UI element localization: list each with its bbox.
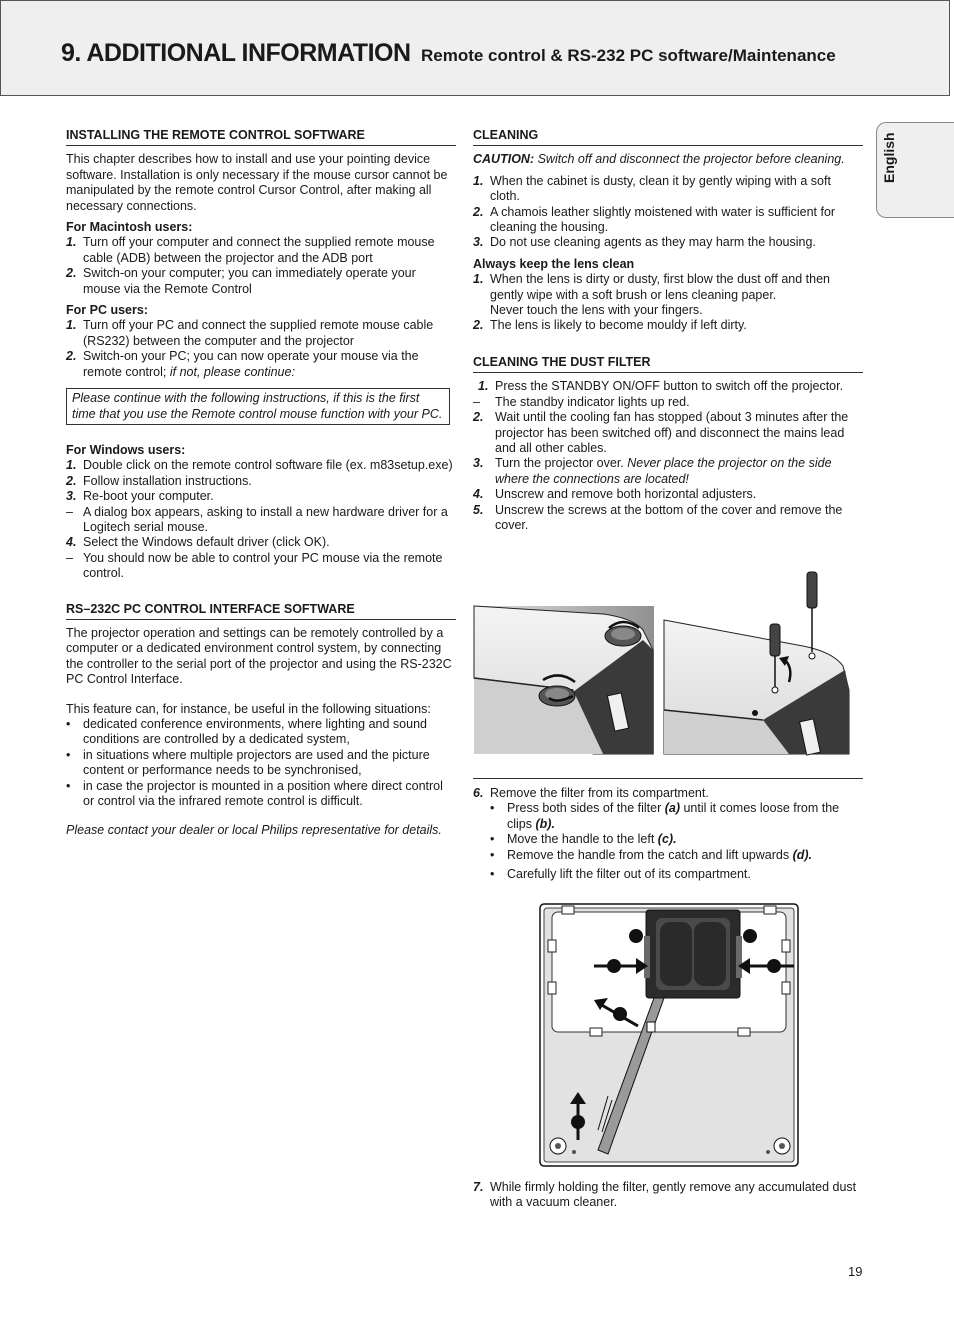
page-header bbox=[0, 0, 950, 96]
bullet-text: Press both sides of the filter bbox=[507, 801, 665, 816]
windows-steps bbox=[66, 458, 456, 581]
step-text: When the cabinet is dusty, clean it by gently wiping with a soft cloth. bbox=[490, 173, 831, 204]
language-tab-label: English bbox=[881, 132, 897, 183]
bullet-glyph: • bbox=[490, 832, 495, 847]
bullet-text: in situations where multiple projectors are used and the picture content or performance needs to be synchronised, bbox=[83, 747, 430, 778]
step-number: 4. bbox=[473, 487, 484, 502]
caution-text: Switch off and disconnect the projector before cleaning. bbox=[534, 152, 845, 167]
bullet-glyph: • bbox=[66, 717, 71, 731]
bullet-text: Carefully lift the filter out of its compartment. bbox=[507, 867, 751, 882]
left-column bbox=[66, 128, 456, 839]
step-number: 2. bbox=[66, 266, 77, 281]
list-item bbox=[473, 786, 863, 801]
step-number: 2. bbox=[473, 204, 484, 219]
section-divider bbox=[473, 778, 863, 779]
list-item bbox=[478, 379, 863, 394]
step-number: 4. bbox=[66, 535, 77, 550]
list-item bbox=[66, 318, 456, 349]
list-item bbox=[66, 349, 456, 380]
bullet-text: in case the projector is mounted in a position where direct control or control via the infrared remote control is difficult. bbox=[83, 778, 443, 809]
step-text: The lens is likely to become mouldy if left dirty. bbox=[490, 318, 747, 333]
step-number: 6. bbox=[473, 786, 484, 800]
section-heading-install: INSTALLING THE REMOTE CONTROL SOFTWARE bbox=[66, 128, 456, 146]
callout-label-a: (a) bbox=[664, 801, 680, 816]
projector-view-right bbox=[664, 572, 849, 755]
list-item bbox=[473, 174, 863, 205]
bullet-text: Move the handle to the left bbox=[507, 832, 658, 847]
step-text: Wait until the cooling fan has stopped (about 3 minutes after the projector has been switched off) and disconnect the mains lead and all other cables. bbox=[495, 410, 849, 455]
install-intro: This chapter describes how to install and use your pointing device software. Installation is only necessary if the mouse cursor cannot be manipulated by the remote control Cursor Control, after making all necessary connections. bbox=[66, 152, 448, 213]
caution-label: CAUTION: bbox=[473, 152, 535, 167]
step-text: You should now be able to control your PC mouse via the remote control. bbox=[83, 550, 443, 581]
list-item bbox=[473, 1180, 863, 1211]
list-item bbox=[473, 205, 863, 236]
list-item bbox=[473, 272, 863, 318]
list-item bbox=[66, 458, 456, 473]
bullet-text: Remove the handle from the catch and lift upwards bbox=[507, 847, 793, 862]
list-item bbox=[473, 801, 863, 832]
step-text-extra: Never touch the lens with your fingers. bbox=[490, 303, 703, 318]
list-item bbox=[66, 489, 456, 504]
step-text: Remove the filter from its compartment. bbox=[490, 786, 709, 800]
list-item bbox=[473, 410, 863, 456]
step-number: 3. bbox=[473, 235, 484, 250]
step-text: Double click on the remote control software file (ex. m83setup.exe) bbox=[83, 458, 453, 473]
step-text: Press the STANDBY ON/OFF button to switch off the projector. bbox=[495, 379, 844, 394]
step-text: Unscrew the screws at the bottom of the cover and remove the cover. bbox=[495, 502, 843, 532]
list-item bbox=[66, 235, 456, 266]
list-item bbox=[473, 848, 863, 863]
projector-view-left bbox=[474, 606, 654, 754]
step-number: 1. bbox=[473, 173, 484, 188]
step-text: Turn off your PC and connect the supplied remote mouse cable (RS232) between the computer and the projector bbox=[83, 318, 434, 348]
list-item bbox=[66, 748, 456, 779]
page-number: 19 bbox=[848, 1264, 863, 1279]
windows-heading: For Windows users: bbox=[66, 442, 186, 457]
list-item bbox=[473, 235, 863, 250]
bullet-text: dedicated conference environments, where lighting and sound conditions are controlled by a dedicated system, bbox=[83, 717, 427, 747]
list-item bbox=[66, 266, 456, 297]
step-number: 1. bbox=[478, 379, 489, 394]
step-number: 2. bbox=[66, 473, 77, 488]
dust-filter-diagram bbox=[538, 900, 800, 1168]
caution-line bbox=[473, 152, 863, 167]
list-item bbox=[473, 832, 863, 847]
bullet-glyph: • bbox=[66, 747, 71, 762]
list-item bbox=[66, 474, 456, 489]
section-heading-dust-filter: CLEANING THE DUST FILTER bbox=[473, 355, 863, 373]
step-number: 5. bbox=[473, 502, 484, 517]
contact-note: Please contact your dealer or local Philips representative for details. bbox=[66, 823, 442, 838]
title-subtitle: Remote control & RS-232 PC software/Maintenance bbox=[420, 46, 836, 65]
step-number: 1. bbox=[66, 318, 77, 333]
step-number: 1. bbox=[66, 458, 77, 473]
step-dash: – bbox=[66, 550, 73, 565]
filter-removal-steps bbox=[473, 786, 863, 882]
step-text: Select the Windows default driver (click OK). bbox=[83, 535, 330, 550]
filter-vacuum-step bbox=[473, 1180, 863, 1211]
bullet-glyph: • bbox=[490, 847, 495, 862]
step-text: Turn the projector over. bbox=[495, 456, 628, 471]
list-item bbox=[473, 318, 863, 333]
list-item bbox=[66, 505, 456, 536]
step-dash: – bbox=[66, 504, 73, 519]
step-text: A chamois leather slightly moistened with water is sufficient for cleaning the housing. bbox=[490, 204, 836, 235]
step-text-italic: if not, please continue: bbox=[169, 364, 295, 379]
step-number: 7. bbox=[473, 1180, 484, 1194]
list-item bbox=[473, 867, 863, 882]
list-item bbox=[66, 551, 456, 582]
callout-label-d: (d). bbox=[792, 847, 813, 862]
step-text: The standby indicator lights up red. bbox=[495, 394, 690, 409]
title-main: 9. ADDITIONAL INFORMATION bbox=[61, 39, 411, 67]
rs232-paragraph-1: The projector operation and settings can be remotely controlled by a computer or a dedicated environment control system, by connecting the controller to the serial port of the projector and using the RS-232C PC Control Interface. bbox=[66, 625, 452, 687]
mac-heading: For Macintosh users: bbox=[66, 220, 193, 235]
list-item bbox=[66, 535, 456, 550]
projector-underside-illustration bbox=[473, 570, 863, 756]
bullet-text: until it comes loose from the clips bbox=[507, 801, 840, 831]
step-number: 2. bbox=[473, 318, 484, 333]
mac-steps bbox=[66, 235, 456, 297]
page-title bbox=[61, 39, 836, 68]
list-item bbox=[473, 456, 863, 487]
step-text: Switch-on your PC; you can now operate your mouse via the remote control; bbox=[83, 349, 419, 379]
list-item bbox=[66, 779, 456, 810]
list-item bbox=[66, 717, 456, 748]
step-text: Follow installation instructions. bbox=[83, 473, 252, 488]
list-item bbox=[473, 395, 863, 410]
list-item bbox=[473, 487, 863, 502]
step-text: Re-boot your computer. bbox=[83, 489, 214, 504]
step-text: Turn off your computer and connect the supplied remote mouse cable (ADB) between the projector and the ADB port bbox=[83, 235, 435, 265]
step-text: Unscrew and remove both horizontal adjusters. bbox=[495, 487, 757, 502]
language-tab bbox=[876, 122, 954, 218]
step-dash: – bbox=[473, 394, 480, 409]
callout-label-b: (b). bbox=[535, 816, 555, 831]
step-number: 3. bbox=[473, 456, 484, 471]
step-number: 2. bbox=[66, 349, 77, 364]
step-number: 1. bbox=[473, 272, 484, 287]
bullet-glyph: • bbox=[490, 801, 495, 816]
rs232-paragraph-2: This feature can, for instance, be useful in the following situations: bbox=[66, 701, 431, 716]
step-text: Switch-on your computer; you can immediately operate your mouse via the Remote Control bbox=[83, 266, 416, 296]
lens-heading: Always keep the lens clean bbox=[473, 256, 635, 271]
step-text: When the lens is dirty or dusty, first blow the dust off and then gently wipe with a soft brush or lens cleaning paper. bbox=[490, 272, 830, 302]
step-number: 3. bbox=[66, 489, 77, 504]
bullet-glyph: • bbox=[66, 778, 71, 793]
bullet-glyph: • bbox=[490, 867, 495, 882]
step-number: 2. bbox=[473, 410, 484, 425]
step-text-italic: Never place the projector on the side where the connections are located! bbox=[495, 456, 832, 486]
section-heading-rs232: RS–232C PC CONTROL INTERFACE SOFTWARE bbox=[66, 602, 456, 620]
step-text: Do not use cleaning agents as they may harm the housing. bbox=[490, 235, 816, 250]
list-item bbox=[473, 503, 863, 534]
right-column bbox=[473, 128, 863, 533]
pc-heading: For PC users: bbox=[66, 303, 148, 318]
step-text: A dialog box appears, asking to install a new hardware driver for a Logitech serial mouse. bbox=[83, 504, 448, 534]
section-heading-cleaning: CLEANING bbox=[473, 128, 863, 146]
step-number: 1. bbox=[66, 235, 77, 250]
step-text: While firmly holding the filter, gently remove any accumulated dust with a vacuum cleaner. bbox=[490, 1180, 857, 1210]
note-box: Please continue with the following instructions, if this is the first time that you use the Remote control mouse function with your PC. bbox=[66, 388, 450, 425]
callout-label-c: (c). bbox=[657, 832, 677, 847]
